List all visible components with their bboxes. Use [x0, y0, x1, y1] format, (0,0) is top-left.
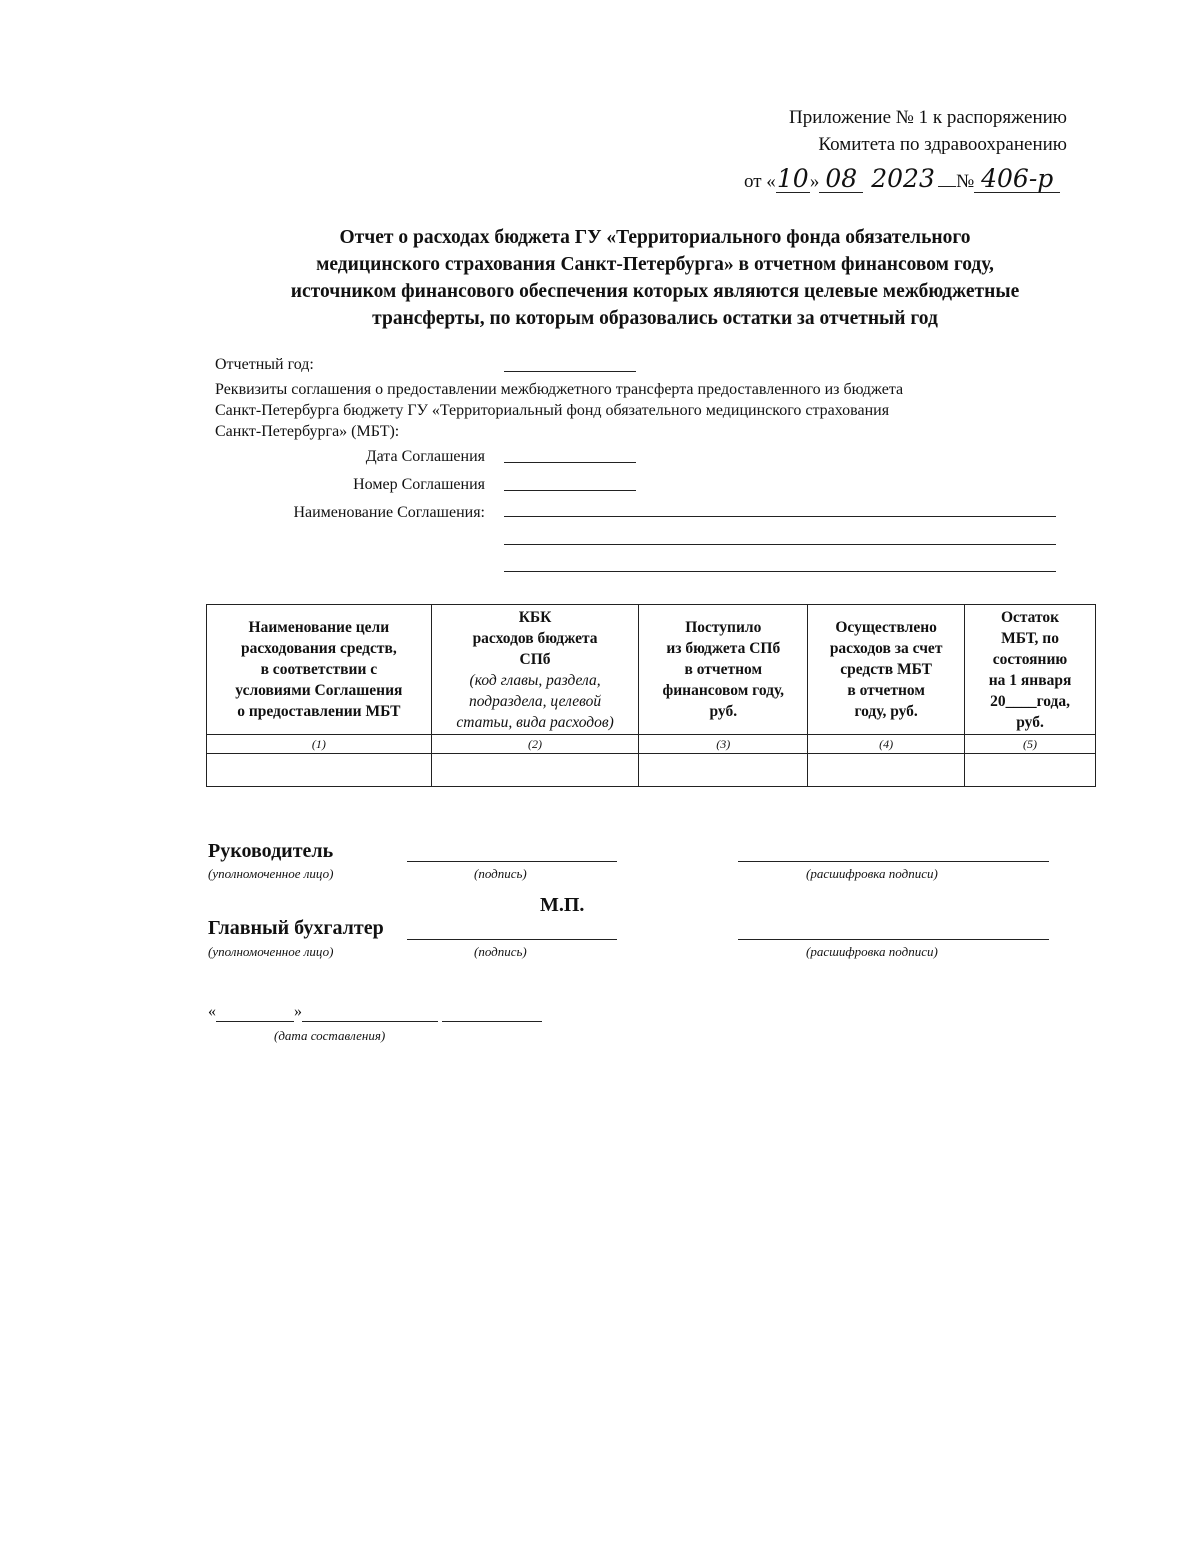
report-table — [206, 604, 1096, 787]
title-line-3: источником финансового обеспечения которых являются целевые межбюджетные — [290, 281, 1020, 302]
appendix-line-1: Приложение № 1 к распоряжению — [789, 107, 1067, 128]
composition-year-line[interactable] — [442, 1003, 542, 1022]
report-year-line[interactable] — [504, 371, 636, 372]
col-number: (3) — [639, 735, 808, 754]
composition-day-line[interactable] — [216, 1003, 294, 1022]
requisites-line-3: Санкт-Петербурга» (МБТ): — [215, 423, 400, 440]
order-date-line — [744, 166, 1060, 193]
composition-date-caption: (дата составления) — [274, 1028, 386, 1043]
date-mid-quote: » — [809, 171, 820, 192]
composition-date — [208, 1003, 542, 1022]
head-signature-caption: (подпись) — [474, 866, 527, 881]
table-cell[interactable] — [431, 754, 639, 787]
document-title — [170, 224, 1140, 332]
col-spent-header: Осуществлено расходов за счет средств МБТ в отчетном году, руб. — [808, 605, 965, 735]
title-line-4: трансферты, по которым образовались остатки за отчетный год — [372, 308, 938, 329]
date-open-quote: « — [208, 1003, 216, 1020]
table-cell[interactable] — [207, 754, 432, 787]
table-cell[interactable] — [808, 754, 965, 787]
accountant-authorized-caption: (уполномоченное лицо) — [208, 944, 334, 959]
number-label: № — [956, 171, 975, 192]
head-authorized-caption: (уполномоченное лицо) — [208, 866, 334, 881]
col-received-header: Поступило из бюджета СПб в отчетном финансовом году, руб. — [639, 605, 808, 735]
head-decode-line[interactable] — [738, 861, 1049, 862]
head-signature-line[interactable] — [407, 861, 617, 862]
requisites-line-1: Реквизиты соглашения о предоставлении межбюджетного трансферта предоставленного из бюджета — [215, 381, 904, 398]
accountant-signature-caption: (подпись) — [474, 944, 527, 959]
agreement-name-line-3[interactable] — [504, 571, 1056, 572]
agreement-name-line-2[interactable] — [504, 544, 1056, 545]
agreement-number-label: Номер Соглашения — [353, 476, 485, 493]
table-row — [207, 754, 1096, 787]
date-close-quote: » — [294, 1003, 302, 1020]
appendix-line-2: Комитета по здравоохранению — [818, 134, 1067, 155]
title-line-1: Отчет о расходах бюджета ГУ «Территориального фонда обязательного — [339, 227, 971, 248]
col-number: (1) — [207, 735, 432, 754]
handwritten-year: 2023 — [871, 164, 935, 193]
table-cell[interactable] — [965, 754, 1096, 787]
agreement-name-label: Наименование Соглашения: — [293, 504, 485, 521]
appendix-header — [789, 104, 1067, 158]
agreement-number-line[interactable] — [504, 490, 636, 491]
stamp-place: М.П. — [540, 894, 585, 916]
head-decode-caption: (расшифровка подписи) — [806, 866, 938, 881]
col-number: (2) — [431, 735, 639, 754]
agreement-name-line-1[interactable] — [504, 516, 1056, 517]
agreement-date-line[interactable] — [504, 462, 636, 463]
accountant-label: Главный бухгалтер — [208, 917, 384, 939]
handwritten-month: 08 — [819, 166, 863, 193]
report-year-label: Отчетный год: — [215, 356, 314, 373]
handwritten-number: 406-р — [974, 166, 1060, 193]
col-balance-header: Остаток МБТ, по состоянию на 1 января 20____года, руб. — [965, 605, 1096, 735]
table-header-row — [207, 605, 1096, 735]
table-cell[interactable] — [639, 754, 808, 787]
col-kbk-header: КБК расходов бюджета СПб (код главы, раздела, подраздела, целевой статьи, вида расходов) — [431, 605, 639, 735]
col-purpose-header: Наименование цели расходования средств, в соответствии с условиями Соглашения о предоставлении МБТ — [207, 605, 432, 735]
head-label: Руководитель — [208, 840, 334, 862]
col-number: (4) — [808, 735, 965, 754]
title-line-2: медицинского страхования Санкт-Петербурга» в отчетном финансовом году, — [316, 254, 994, 275]
requisites-line-2: Санкт-Петербурга бюджету ГУ «Территориальный фонд обязательного медицинского страхования — [215, 402, 890, 419]
accountant-signature-line[interactable] — [407, 939, 617, 940]
agreement-date-label: Дата Соглашения — [365, 448, 485, 465]
table-number-row — [207, 735, 1096, 754]
handwritten-day: 10 — [776, 164, 809, 193]
accountant-decode-caption: (расшифровка подписи) — [806, 944, 938, 959]
col-number: (5) — [965, 735, 1096, 754]
date-prefix: от « — [744, 171, 776, 192]
composition-month-line[interactable] — [302, 1003, 438, 1022]
accountant-decode-line[interactable] — [738, 939, 1049, 940]
